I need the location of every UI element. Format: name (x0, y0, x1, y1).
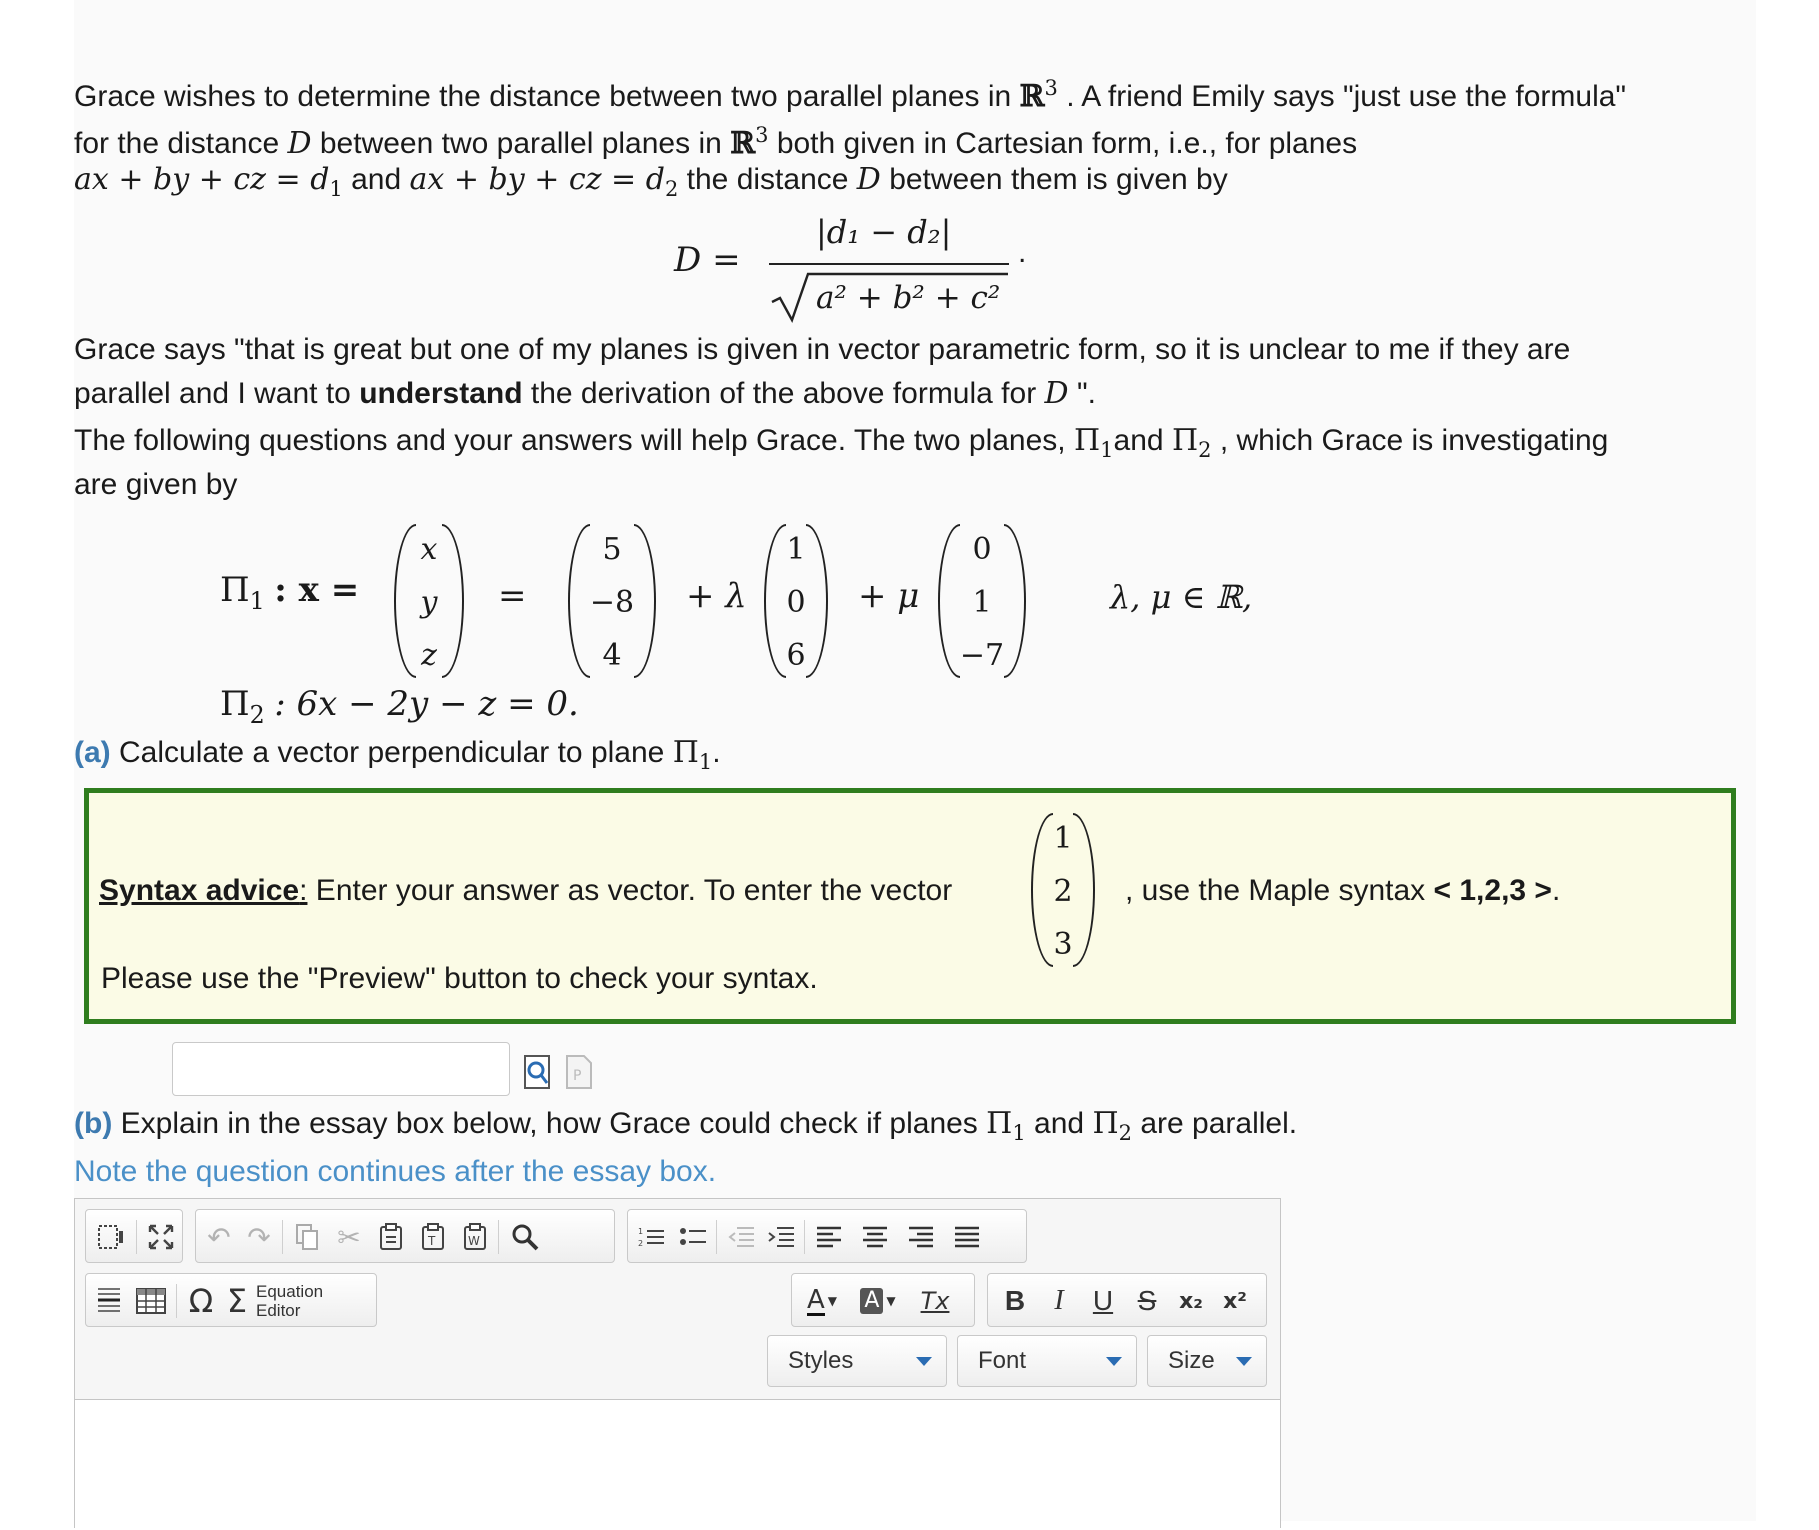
paren-right (442, 524, 464, 678)
intro-text: for the distance (74, 127, 280, 160)
bulleted-list-button[interactable] (674, 1218, 712, 1256)
toolbar-separator (176, 1284, 177, 1318)
grace-line-4: are given by (74, 468, 238, 501)
subscript-button[interactable] (1172, 1282, 1210, 1320)
underline-button[interactable] (1084, 1282, 1122, 1320)
part-a-prompt (74, 735, 721, 780)
preview-icon (522, 1054, 552, 1090)
vector-xyz (398, 520, 460, 680)
vector-entry: −7 (959, 638, 1005, 673)
intro-text: both given in Cartesian form, i.e., for planes (776, 127, 1358, 160)
part-a-end: . (712, 736, 721, 769)
paren-right (806, 524, 828, 678)
indent-button[interactable] (762, 1218, 800, 1256)
intro-text: between them is given by (889, 163, 1228, 196)
math-equals: = (498, 576, 527, 616)
formula-numerator: |d₁ − d₂| (816, 213, 952, 251)
vector-entry: 5 (602, 532, 622, 567)
vector-direction-2 (942, 520, 1022, 680)
grace-text: the derivation of the above formula for (530, 377, 1037, 410)
vector-entry: 1 (972, 585, 992, 620)
part-b-label: (b) (74, 1107, 113, 1140)
toolbar-group-view (85, 1209, 183, 1263)
strikethrough-button[interactable] (1128, 1282, 1166, 1320)
align-center-button[interactable] (856, 1218, 894, 1256)
size-dropdown[interactable] (1147, 1335, 1267, 1387)
advice-syntax: < 1,2,3 > (1433, 874, 1552, 907)
math-pi: Π (220, 570, 250, 610)
numbered-list-icon (637, 1225, 665, 1249)
vector-entry: 6 (786, 638, 806, 673)
math-subscript: 1 (698, 750, 713, 774)
math-pi: Π (1073, 423, 1101, 458)
math-subscript: 1 (329, 177, 343, 201)
answer-input[interactable] (172, 1042, 510, 1096)
math-D: D (856, 162, 881, 197)
horizontal-line-icon (96, 1286, 122, 1316)
part-b-text: are parallel. (1140, 1107, 1298, 1140)
pi1-label (220, 570, 359, 615)
paste-word-icon (463, 1223, 487, 1251)
search-icon (510, 1222, 540, 1252)
math-exponent: 3 (755, 123, 769, 147)
styles-dropdown[interactable] (767, 1335, 947, 1387)
align-left-icon (815, 1225, 843, 1249)
bold-icon: B (1004, 1285, 1026, 1316)
chevron-down-icon (1236, 1357, 1252, 1366)
math-plane-1: ax + by + cz = d (74, 162, 330, 197)
dropdown-icon: ▼ (886, 1294, 896, 1308)
equation-editor-button[interactable] (218, 1282, 256, 1320)
part-a-label: (a) (74, 736, 111, 769)
vector-entry: y (420, 585, 438, 620)
intro-text: . A friend Emily says "just use the formula" (1066, 80, 1627, 113)
math-plus-lambda: + λ (686, 576, 747, 616)
math-subscript: 1 (249, 586, 265, 615)
chevron-down-icon (916, 1357, 932, 1366)
math-pi: Π (1171, 423, 1199, 458)
equation-editor-label[interactable] (256, 1282, 323, 1320)
formula-period: . (1018, 236, 1027, 269)
grace-line-1: Grace says "that is great but one of my planes is given in vector parametric form, so it is unclear to me if they are (74, 333, 1571, 366)
toolbar-group-colors (791, 1273, 975, 1327)
math-subscript: 2 (664, 177, 679, 201)
table-button[interactable] (132, 1282, 170, 1320)
svg-text:2: 2 (638, 1239, 644, 1248)
horizontal-line-button[interactable] (90, 1282, 128, 1320)
subscript-icon: x₂ (1179, 1288, 1203, 1314)
chevron-down-icon (1106, 1357, 1122, 1366)
undo-button[interactable] (200, 1218, 238, 1256)
svg-text:P: P (573, 1068, 582, 1084)
italic-icon: I (1054, 1285, 1064, 1316)
svg-text:1: 1 (638, 1227, 644, 1236)
math-exponent: 3 (1044, 76, 1058, 100)
text-color-button[interactable] (798, 1282, 846, 1320)
scissors-icon: ✂ (337, 1220, 361, 1254)
math-x-vector: : x = (274, 570, 360, 610)
math-pi: Π (1092, 1106, 1119, 1141)
underline-icon: U (1092, 1285, 1114, 1316)
vector-entry: −8 (589, 585, 635, 620)
size-dropdown-label: Size (1168, 1347, 1215, 1374)
grace-line-3 (74, 423, 1608, 468)
toolbar-separator (136, 1220, 137, 1254)
math-pi: Π (220, 684, 250, 724)
intro-text: and (351, 163, 402, 196)
toolbar-group-insert (85, 1273, 377, 1327)
vector-entry: z (421, 638, 437, 673)
align-center-icon (861, 1225, 889, 1249)
maximize-icon (147, 1223, 175, 1251)
toolbar-separator (282, 1220, 283, 1254)
table-icon (136, 1288, 166, 1314)
math-plane-2-eq: : 6x − 2y − z = 0. (274, 684, 579, 724)
paren-right (1073, 813, 1095, 967)
advice-syntax-line (1125, 873, 1560, 909)
math-subscript: 2 (1198, 438, 1212, 462)
vector-entry: 1 (1053, 821, 1073, 856)
paste-button[interactable] (372, 1218, 410, 1256)
math-subscript: 2 (1118, 1121, 1132, 1145)
font-dropdown[interactable] (957, 1335, 1137, 1387)
dropdown-icon: ▼ (827, 1294, 838, 1308)
toolbar-group-clipboard (195, 1209, 615, 1263)
intro-line-2 (74, 117, 1357, 162)
part-b-prompt (74, 1106, 1297, 1151)
toolbar-separator (498, 1220, 499, 1254)
math-D: D (287, 126, 312, 161)
formula-lhs: D = (674, 240, 741, 280)
vector-entry: x (420, 532, 438, 567)
sigma-icon: Σ (226, 1282, 248, 1320)
svg-text:W: W (468, 1234, 480, 1248)
numbered-list-button[interactable] (632, 1218, 670, 1256)
intro-text: the distance (686, 163, 849, 196)
math-subscript: 1 (1100, 438, 1114, 462)
vector-entry: 0 (972, 532, 992, 567)
indent-icon (767, 1225, 795, 1249)
paren-right (1004, 524, 1026, 678)
grace-text: ". (1076, 377, 1096, 410)
math-plane-2: ax + by + cz = d (409, 162, 665, 197)
paste-icon (379, 1223, 403, 1251)
equation-editor-label-line: Equation (256, 1282, 324, 1301)
remove-format-icon: Tx (920, 1287, 950, 1315)
grace-line-2 (74, 376, 1096, 412)
preview-button[interactable] (522, 1054, 552, 1090)
continuation-note: Note the question continues after the essay box. (74, 1155, 717, 1188)
intro-line-3 (74, 162, 1228, 207)
fraction-bar (769, 263, 1009, 265)
remove-format-button[interactable] (916, 1282, 954, 1320)
math-subscript: 2 (249, 700, 265, 729)
preview-note: Please use the "Preview" button to check your syntax. (101, 962, 818, 995)
advice-line (99, 873, 952, 909)
toolbar-group-paragraph (627, 1209, 1027, 1263)
superscript-icon: x² (1223, 1288, 1247, 1314)
maximize-button[interactable] (142, 1218, 180, 1256)
part-a-text: Calculate a vector perpendicular to plane (119, 736, 665, 769)
vector-entry: 3 (1053, 927, 1073, 962)
paste-text-icon (421, 1223, 445, 1251)
vector-entry: 1 (786, 532, 806, 567)
align-right-icon (907, 1225, 935, 1249)
intro-text: between two parallel planes in (319, 127, 722, 160)
grace-text: and (1113, 424, 1164, 457)
grace-text: , which Grace is investigating (1219, 424, 1609, 457)
advice-text: , use the Maple syntax (1125, 874, 1426, 907)
font-dropdown-label: Font (978, 1347, 1027, 1374)
vector-direction-1 (768, 520, 824, 680)
grace-text: parallel and I want to (74, 377, 351, 410)
part-b-text: Explain in the essay box below, how Grace could check if planes (120, 1107, 978, 1140)
formula-denominator: a² + b² + c² (816, 280, 1001, 316)
justify-icon (953, 1225, 981, 1249)
copy-icon (295, 1223, 319, 1251)
justify-button[interactable] (948, 1218, 986, 1256)
find-button[interactable] (506, 1218, 544, 1256)
paren-right (634, 524, 656, 678)
vector-entry: 2 (1053, 874, 1073, 909)
strikethrough-icon: S (1137, 1285, 1157, 1316)
advice-end: . (1551, 874, 1561, 907)
bulleted-list-icon (679, 1225, 707, 1249)
math-R: ℝ (1019, 79, 1045, 114)
copy-button[interactable] (288, 1218, 326, 1256)
essay-text-area[interactable] (75, 1399, 1280, 1530)
math-D: D (1044, 376, 1069, 411)
redo-button[interactable] (240, 1218, 278, 1256)
grace-text: The following questions and your answers will help Grace. The two planes, (74, 424, 1066, 457)
syntax-advice-box (84, 788, 1736, 1024)
document-icon (564, 1054, 594, 1090)
math-subscript: 1 (1012, 1121, 1026, 1145)
toolbar-separator (716, 1220, 717, 1254)
bold-button[interactable] (996, 1282, 1034, 1320)
advice-text: Enter your answer as vector. To enter the vector (307, 874, 953, 907)
styles-dropdown-label: Styles (788, 1347, 854, 1374)
align-left-button[interactable] (810, 1218, 848, 1256)
special-char-button[interactable] (182, 1282, 220, 1320)
intro-text: Grace wishes to determine the distance between two parallel planes in (74, 80, 1012, 113)
math-plus-mu: + μ (858, 576, 920, 616)
question-page (74, 0, 1756, 1521)
insert-pdf-button[interactable] (564, 1054, 594, 1090)
equation-editor-label-line: Editor (256, 1301, 301, 1320)
show-blocks-button[interactable] (92, 1218, 130, 1256)
vector-entry: 4 (602, 638, 622, 673)
math-params: λ, μ ∈ ℝ, (1110, 578, 1253, 616)
math-R: ℝ (730, 126, 756, 161)
advice-colon: : (299, 874, 308, 907)
vector-point (572, 520, 652, 680)
advice-example-vector (1035, 809, 1091, 969)
text-color-icon: A (806, 1284, 825, 1315)
outdent-icon (727, 1225, 755, 1249)
italic-button[interactable] (1040, 1282, 1078, 1320)
show-blocks-icon (97, 1223, 125, 1251)
advice-label: Syntax advice (99, 874, 300, 907)
undo-icon: ↶ (207, 1220, 231, 1254)
align-right-button[interactable] (902, 1218, 940, 1256)
intro-line-1 (74, 70, 1626, 115)
math-pi: Π (672, 735, 699, 770)
paste-word-button[interactable] (456, 1218, 494, 1256)
background-color-icon: A (860, 1288, 883, 1314)
paste-text-button[interactable] (414, 1218, 452, 1256)
svg-text:T: T (428, 1234, 436, 1248)
essay-editor (74, 1198, 1281, 1528)
outdent-button[interactable] (722, 1218, 760, 1256)
superscript-button[interactable] (1216, 1282, 1254, 1320)
vector-entry: 0 (786, 585, 806, 620)
part-b-text: and (1034, 1107, 1085, 1140)
background-color-button[interactable] (854, 1282, 902, 1320)
toolbar-separator (804, 1220, 805, 1254)
redo-icon: ↷ (247, 1220, 271, 1254)
cut-button[interactable] (330, 1218, 368, 1256)
omega-icon: Ω (188, 1282, 214, 1320)
math-pi: Π (986, 1106, 1013, 1141)
grace-emphasis: understand (359, 377, 523, 410)
toolbar-group-basic-styles (987, 1273, 1267, 1327)
pi2-equation (220, 684, 579, 729)
